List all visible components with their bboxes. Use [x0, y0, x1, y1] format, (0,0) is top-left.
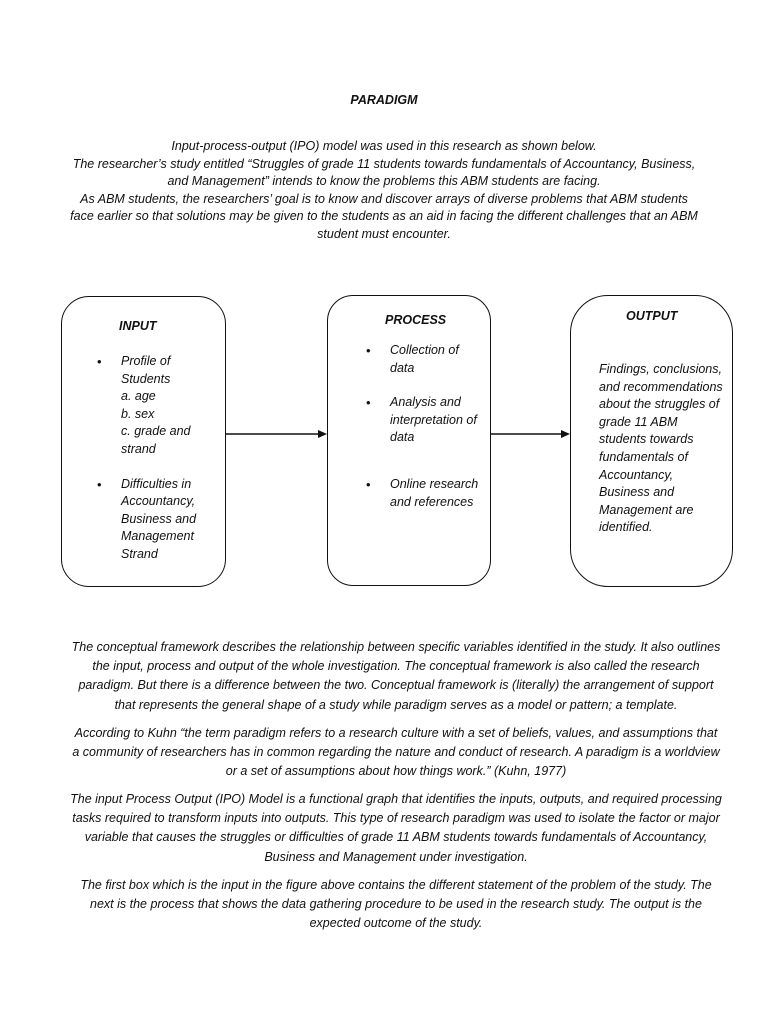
process-item-label: Collection of data	[390, 343, 459, 375]
arrow-input-to-process	[226, 427, 327, 441]
process-list	[366, 342, 482, 511]
intro-text	[70, 138, 698, 244]
page-title: PARADIGM	[350, 93, 418, 107]
bullet-icon: •	[366, 343, 371, 358]
input-item-label: Profile of Students	[121, 354, 171, 386]
output-box-title: OUTPUT	[626, 309, 678, 323]
list-spacer	[121, 459, 221, 476]
intro-line: Input-process-output (IPO) model was used in this research as shown below.	[171, 139, 597, 153]
list-spacer	[390, 377, 482, 394]
output-description: Findings, conclusions, and recommendations about the struggles of grade 11 ABM students towards fundamentals of Accountancy, Business and Management are identified.	[599, 362, 723, 535]
input-subitem-age: a. age	[121, 389, 156, 404]
bullet-icon: •	[97, 476, 102, 492]
input-item-profile	[97, 353, 221, 459]
body-paragraph: The first box which is the input in the figure above contains the different statement of the problem of the study. The next is the process that shows the data gathering procedure to be used in the research study. The output is the expected outcome of the study.	[80, 878, 712, 931]
body-paragraph: The input Process Output (IPO) Model is a functional graph that identifies the inputs, outputs, and required processing tasks required to transform inputs into outputs. This type of research paradigm was used to isolate the factor or major variable that causes the struggles or difficulties of grade 11 ABM students towards fundamentals of Accountancy, Business and Management under investigation.	[70, 792, 722, 864]
input-item-label: Difficulties in Accountancy, Business and Management Strand	[121, 476, 197, 561]
process-box-title: PROCESS	[385, 313, 447, 327]
body-paragraph: According to Kuhn “the term paradigm refers to a research culture with a set of beliefs, values, and assumptions that a community of researchers has in common regarding the nature and conduct of research. A paradigm is a worldview or a set of assumptions about how things work.” (Kuhn, 1977)	[72, 726, 720, 779]
arrow-process-to-output	[491, 427, 570, 441]
input-subitem-grade: c. grade and strand	[121, 424, 191, 456]
bullet-icon: •	[366, 476, 371, 492]
input-box-title: INPUT	[119, 319, 157, 333]
list-spacer	[390, 447, 482, 476]
process-box	[327, 295, 491, 586]
input-box	[61, 296, 226, 587]
intro-line: The researcher’s study entitled “Struggles of grade 11 students towards fundamentals of Accountancy, Business, and Management” intends to know the problems this ABM students are facing.	[72, 156, 696, 189]
process-item-collection	[366, 342, 482, 377]
process-item-label: Online research and references	[390, 476, 479, 509]
process-item-analysis	[366, 394, 482, 447]
process-item-online	[366, 476, 482, 511]
input-item-difficulties	[97, 476, 221, 564]
bullet-icon: •	[366, 395, 371, 411]
body-paragraph: The conceptual framework describes the relationship between specific variables identified in the study. It also outlines the input, process and output of the whole investigation. The conceptual framework is also called the research paradigm. But there is a difference between the two. Conceptual framework is (literally) the arrangement of support that represents the general shape of a study while paradigm serves as a model or pattern; a template.	[71, 640, 721, 712]
input-subitem-sex: b. sex	[121, 406, 155, 421]
output-box	[570, 295, 733, 587]
input-list	[97, 353, 221, 564]
bullet-icon: •	[97, 354, 102, 369]
intro-line: As ABM students, the researchers’ goal is to know and discover arrays of diverse problems that ABM students face earlier so that solutions may be given to the students as an aid in facing the different challenges that an ABM student must encounter.	[70, 191, 698, 241]
process-item-label: Analysis and interpretation of data	[390, 395, 477, 445]
